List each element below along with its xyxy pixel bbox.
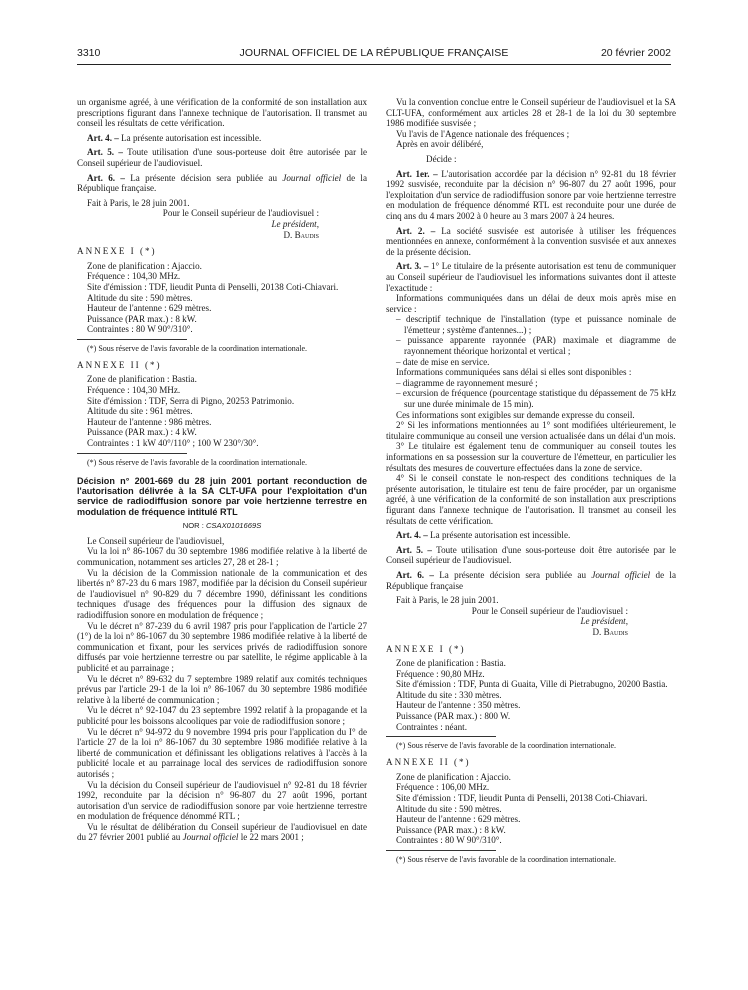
article-text: La présente décision sera publiée au xyxy=(439,569,586,580)
annexe-line: Site d'émission : TDF, lieudit Punta di Penselli, 20138 Coti-Chiavari. xyxy=(396,793,648,804)
journal-reference: Journal officiel xyxy=(282,172,342,183)
article-text: La présente autorisation est incessible. xyxy=(121,132,262,143)
journal-title: JOURNAL OFFICIEL DE LA RÉPUBLIQUE FRANÇAISE xyxy=(239,47,509,59)
header-rule xyxy=(77,64,671,65)
paragraph: Vu la convention conclue entre le Conseil supérieur de l'audiovisuel et la SA CLT-UFA, conformément aux articles 28 et 28-1 de la loi du 30 septembre 1986 modifiée susvisée ; xyxy=(386,97,676,129)
paragraph: Vu le décret n° 94-972 du 9 novembre 1994 pris pour l'application du I° de l'article 27 de la loi n° 86-1067 du 30 septembre 1986 modifiée relative à la liberté de communication et définissant les obligations relatives à l'accès à la publicité locale et au parrainage local des services de radiodiffusion sonore autorisés ; xyxy=(77,726,367,779)
paragraph-text: Vu le résultat de délibération du Conseil supérieur de l'audiovisuel en date du 27 février 2001 publié au xyxy=(77,821,367,843)
annexe-line: Altitude du site : 590 mètres. xyxy=(87,292,193,303)
journal-reference: Journal officiel xyxy=(591,569,651,580)
paragraph xyxy=(77,822,367,843)
annexe-line: Puissance (PAR max.) : 4 kW. xyxy=(87,427,197,438)
paragraph: Informations communiquées sans délai si elles sont disponibles : xyxy=(396,367,632,378)
list-item: – descriptif technique de l'installation (type et puissance nominale de l'émetteur ; système d'antennes...) ; xyxy=(396,314,676,335)
article-6 xyxy=(386,570,676,591)
footnote: (*) Sous réserve de l'avis favorable de la coordination internationale. xyxy=(396,741,617,751)
article-text: Toute utilisation d'une sous-porteuse doit être autorisée par le Conseil supérieur de l'audiovisuel. xyxy=(386,544,677,566)
article-5 xyxy=(77,147,367,168)
article-label: Art. 2. – xyxy=(396,225,436,236)
journal-reference: Journal officiel xyxy=(182,832,239,843)
footnote-rule xyxy=(77,453,187,454)
paragraph: Vu le décret n° 89-632 du 7 septembre 1989 relatif aux comités techniques prévus par l'article 29-1 de la loi n° 86-1067 du 30 septembre 1986 modifiée relative à la liberté de communication ; xyxy=(77,673,367,705)
decision-title: Décision n° 2001-669 du 28 juin 2001 portant reconduction de l'autorisation délivrée à la SA CLT-UFA pour l'exploitation d'un service de radiodiffusion sonore par voie hertzienne terrestre en modulation de fréquence intitulé RTL xyxy=(77,475,367,517)
signature-title: Le président, xyxy=(271,218,319,229)
article-text: La présente autorisation est incessible. xyxy=(430,530,571,541)
article-4 xyxy=(386,530,676,541)
footnote: (*) Sous réserve de l'avis favorable de la coordination internationale. xyxy=(87,457,308,467)
article-label: Art. 5. – xyxy=(396,544,432,555)
right-column xyxy=(386,97,676,865)
article-label: Art. 4. – xyxy=(87,132,119,143)
annexe-line: Zone de planification : Ajaccio. xyxy=(87,260,202,271)
annexe-line: Zone de planification : Bastia. xyxy=(87,374,197,385)
article-2 xyxy=(386,226,676,258)
annexe-line: Zone de planification : Bastia. xyxy=(396,658,506,669)
left-column xyxy=(77,97,367,843)
signatory-name: D. Baudis xyxy=(592,626,628,637)
paragraph: Vu l'avis de l'Agence nationale des fréquences ; xyxy=(396,128,570,139)
article-label: Art. 5. – xyxy=(87,147,123,158)
footnote: (*) Sous réserve de l'avis favorable de la coordination internationale. xyxy=(396,855,617,864)
annexe-heading: ANNEXE I (*) xyxy=(386,643,466,654)
paragraph: 2° Si les informations mentionnées au 1° sont modifiées ultérieurement, le titulaire communique au conseil une version actualisée dans un délai d'un mois. xyxy=(386,420,676,441)
paragraph: Vu la décision du Conseil supérieur de l'audiovisuel n° 92-81 du 18 février 1992, reconduite par la décision n° 96-807 du 27 août 1996, portant autorisation d'un service de radiodiffusion sonore par voie hertzienne terrestre en modulation de fréquence dénommé RTL ; xyxy=(77,779,367,822)
annexe-line: Contraintes : néant. xyxy=(396,721,467,732)
annexe-line: Hauteur de l'antenne : 629 mètres. xyxy=(87,303,212,314)
article-label: Art. 6. – xyxy=(87,172,125,183)
article-6 xyxy=(77,173,367,194)
paragraph: Le Conseil supérieur de l'audiovisuel, xyxy=(87,535,225,546)
article-text: Toute utilisation d'une sous-porteuse doit être autorisée par le Conseil supérieur de l'audiovisuel. xyxy=(77,147,368,168)
signature-for: Pour le Conseil supérieur de l'audiovisuel : xyxy=(162,208,319,219)
paragraph-text: le 22 mars 2001 ; xyxy=(240,832,304,843)
paragraph: Ces informations sont exigibles sur demande expresse du conseil. xyxy=(396,409,635,420)
article-label: Art. 6. – xyxy=(396,569,434,580)
footnote: (*) Sous réserve de l'avis favorable de la coordination internationale. xyxy=(87,343,308,353)
page-header xyxy=(77,47,671,63)
annexe-line: Puissance (PAR max.) : 8 kW. xyxy=(396,824,506,835)
annexe-2-lines xyxy=(386,772,676,846)
page-number: 3310 xyxy=(77,47,101,59)
paragraph: Informations communiquées dans un délai de deux mois après mise en service : xyxy=(386,293,676,314)
article-label: Art. 4. – xyxy=(396,530,428,541)
annexe-line: Site d'émission : TDF, lieudit Punta di Penselli, 20138 Coti-Chiavari. xyxy=(87,281,339,292)
annexe-heading: ANNEXE II (*) xyxy=(386,757,471,768)
annexe-line: Contraintes : 1 kW 40°/110° ; 100 W 230°/30°. xyxy=(87,438,259,449)
annexe-line: Altitude du site : 961 mètres. xyxy=(87,406,193,417)
nor-label: NOR : xyxy=(182,521,204,531)
nor-reference xyxy=(77,521,367,532)
annexe-line: Fréquence : 90,80 MHz. xyxy=(396,668,485,679)
issue-date: 20 février 2002 xyxy=(600,47,671,59)
decide-label: Décide : xyxy=(426,153,457,164)
footnote-rule xyxy=(77,339,187,340)
paragraph: Vu la loi n° 86-1067 du 30 septembre 1986 modifiée relative à la liberté de communication, notamment ses articles 27, 28 et 28-1 ; xyxy=(77,546,367,568)
article-4 xyxy=(77,133,367,144)
annexe-line: Altitude du site : 330 mètres. xyxy=(396,689,502,700)
article-label: Art. 1er. – xyxy=(396,168,438,179)
annexe-line: Puissance (PAR max.) : 8 kW. xyxy=(87,313,197,324)
paragraph: Vu le décret n° 87-239 du 6 avril 1987 pris pour l'application de l'article 27 (1°) de la loi n° 86-1067 du 30 septembre 1986 modifiée relative à la liberté de communication et fixant, pour les services privés de radiodiffusion sonore diffusés par voie hertzienne terrestre ou par satellite, le régime applicable à la publicité et au parrainage ; xyxy=(77,620,367,673)
paragraph: 4° Si le conseil constate le non-respect des conditions techniques de la présente autorisation, le titulaire est tenu de faire procéder, par un organisme agréé, à une vérification de la conformité de son installation aux prescriptions figurant dans l'annexe technique de l'autorisation. Il transmet au conseil les résultats de cette vérification. xyxy=(386,473,676,526)
article-label: Art. 3. – xyxy=(396,261,429,272)
annexe-line: Site d'émission : TDF, Serra di Pigno, 20253 Patrimonio. xyxy=(87,395,295,406)
list-item: – date de mise en service. xyxy=(396,356,490,367)
paragraph: Après en avoir délibéré, xyxy=(396,139,484,150)
annexe-line: Contraintes : 80 W 90°/310°. xyxy=(396,835,502,846)
annexe-2-lines xyxy=(77,374,367,448)
list-item: – excursion de fréquence (pourcentage statistique du dépassement de 75 kHz sur une durée minimale de 15 min). xyxy=(396,388,676,410)
annexe-heading: ANNEXE I (*) xyxy=(77,246,157,257)
annexe-line: Puissance (PAR max.) : 800 W. xyxy=(396,711,511,722)
annexe-line: Altitude du site : 590 mètres. xyxy=(396,803,502,814)
annexe-line: Fréquence : 104,30 MHz. xyxy=(87,385,181,396)
annexe-line: Fréquence : 106,00 MHz. xyxy=(396,782,490,793)
article-5 xyxy=(386,545,676,566)
article-text: de la République française xyxy=(386,569,676,591)
annexe-1-lines xyxy=(386,658,676,732)
article-1 xyxy=(386,169,676,222)
paragraph: Vu la décision de la Commission nationale de la communication et des libertés n° 87-23 du 6 mars 1987, modifiée par la décision du Conseil supérieur de l'audiovisuel n° 90-829 du 7 décembre 1990, définissant les conditions techniques d'usage des fréquences pour la diffusion des signaux de radiodiffusion sonore en modulation de fréquence ; xyxy=(77,567,367,620)
article-text: de la République française. xyxy=(77,172,367,194)
signature-for: Pour le Conseil supérieur de l'audiovisuel : xyxy=(471,605,628,616)
nor-code: CSAX0101669S xyxy=(205,521,262,531)
list-item: – puissance apparente rayonnée (PAR) maximale et diagramme de rayonnement théorique horizontal et vertical ; xyxy=(396,335,676,357)
list-item: – diagramme de rayonnement mesuré ; xyxy=(396,377,538,388)
annexe-line: Zone de planification : Ajaccio. xyxy=(396,771,511,782)
signature-place-date: Fait à Paris, le 28 juin 2001. xyxy=(87,197,190,208)
footnote-rule xyxy=(386,736,496,737)
signatory-name: D. Baudis xyxy=(283,229,319,240)
annexe-line: Hauteur de l'antenne : 629 mètres. xyxy=(396,814,521,825)
article-text: La présente décision sera publiée au xyxy=(130,172,277,183)
annexe-heading: ANNEXE II (*) xyxy=(77,359,162,370)
article-3 xyxy=(386,261,676,293)
annexe-1-lines xyxy=(77,261,367,335)
signature-place-date: Fait à Paris, le 28 juin 2001. xyxy=(396,595,499,606)
paragraph: un organisme agréé, à une vérification de la conformité de son installation aux prescriptions figurant dans l'annexe technique de l'autorisation. Il transmet au conseil les résultats de cette vérification. xyxy=(77,97,367,129)
paragraph: Vu le décret n° 92-1047 du 23 septembre 1992 relatif à la propagande et la publicité pour les boissons alcooliques par voie de radiodiffusion sonore ; xyxy=(77,705,367,726)
paragraph: 3° Le titulaire est également tenu de communiquer au conseil toutes les informations en sa possession sur la couverture de l'émetteur, en particulier les résultats des mesures de couverture effectuées dans la zone de service. xyxy=(386,441,676,473)
footnote-rule xyxy=(386,850,496,851)
article-text: 1° Le titulaire de la présente autorisation est tenu de communiquer au Conseil supérieur de l'audiovisuel les informations suivantes dont il atteste l'exactitude : xyxy=(386,261,676,293)
annexe-line: Site d'émission : TDF, Punta di Guaita, Ville di Pietrabugno, 20200 Bastia. xyxy=(396,679,668,690)
article-text: La société susvisée est autorisée à utiliser les fréquences mentionnées en annexe, conformément à la convention susvisée et aux annexes de la présente décision. xyxy=(386,225,676,257)
article-text: L'autorisation accordée par la décision n° 92-81 du 18 février 1992 susvisée, reconduite par la décision n° 96-807 du 27 août 1996, pour l'exploitation d'un service de radiodiffusion sonore par voie hertzienne terrestre en modulation de fréquence dénommé RTL est reconduite pour une durée de cinq ans du 4 mars 2002 à 0 heure au 3 mars 2007 à 24 heures. xyxy=(386,168,676,221)
annexe-line: Contraintes : 80 W 90°/310°. xyxy=(87,324,193,335)
annexe-line: Hauteur de l'antenne : 350 mètres. xyxy=(396,700,521,711)
signature-title: Le président, xyxy=(580,616,628,627)
annexe-line: Hauteur de l'antenne : 986 mètres. xyxy=(87,416,212,427)
annexe-line: Fréquence : 104,30 MHz. xyxy=(87,271,181,282)
